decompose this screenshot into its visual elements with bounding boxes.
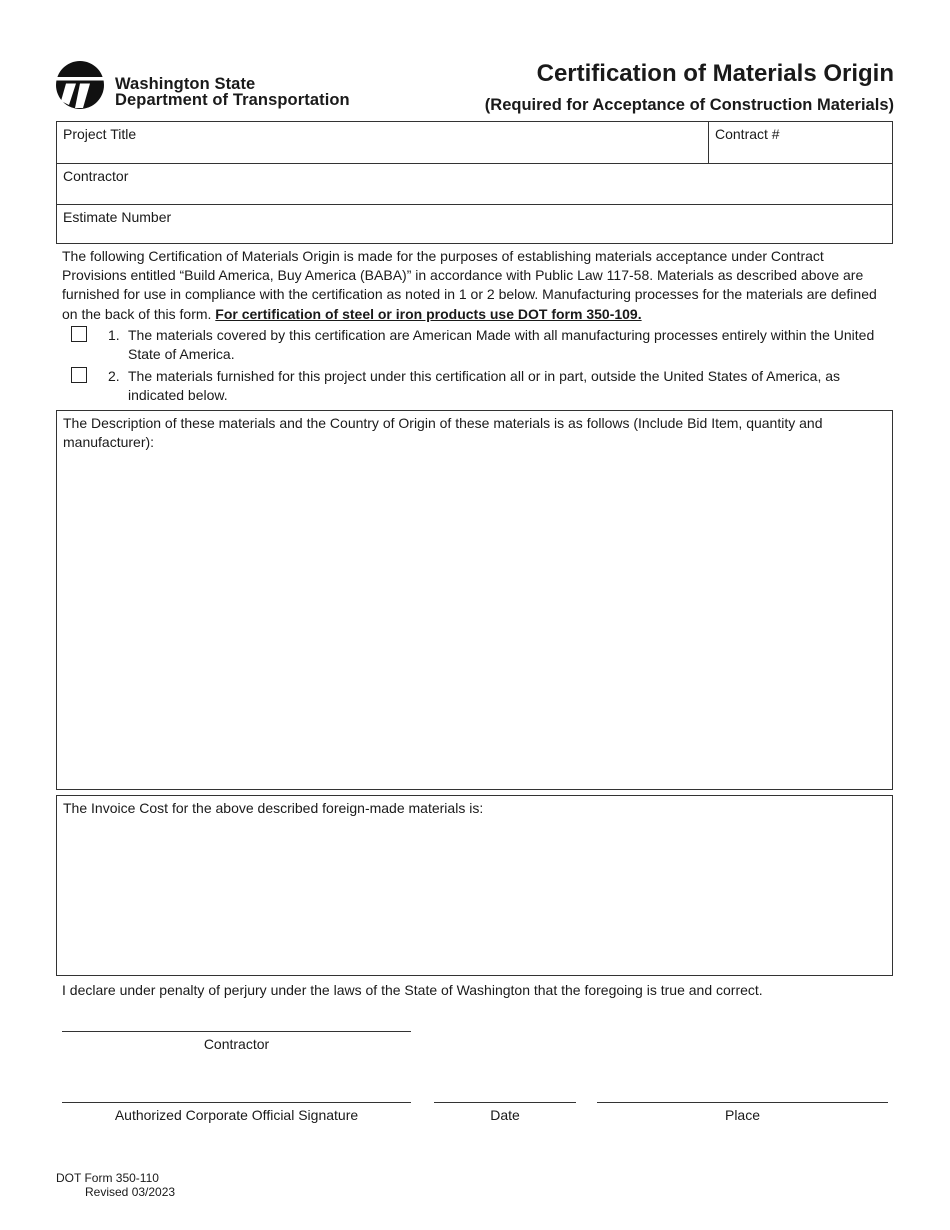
estimate-number-label: Estimate Number bbox=[63, 209, 172, 225]
steel-iron-note: For certification of steel or iron products use DOT form 350-109. bbox=[215, 305, 642, 322]
option-2-text: The materials furnished for this project under this certification all or in part, outside the United States of America, as indicated below. bbox=[128, 368, 841, 403]
agency-name-line1: Washington State bbox=[115, 75, 256, 93]
materials-description-label: The Description of these materials and the Country of Origin of these materials is as follows (Include Bid Item, quantity and manufacturer): bbox=[63, 415, 823, 450]
date-line[interactable] bbox=[434, 1102, 576, 1103]
invoice-cost-label: The Invoice Cost for the above described foreign-made materials is: bbox=[63, 800, 484, 816]
perjury-declaration: I declare under penalty of perjury under the laws of the State of Washington that the foregoing is true and correct. bbox=[62, 982, 763, 998]
contractor-label: Contractor bbox=[63, 168, 129, 184]
date-label: Date bbox=[490, 1107, 520, 1123]
estimate-row bbox=[57, 204, 892, 246]
project-title-label: Project Title bbox=[63, 126, 137, 142]
place-label: Place bbox=[724, 1107, 761, 1123]
option-1-number: 1. bbox=[108, 327, 120, 343]
column-divider bbox=[708, 122, 709, 163]
contractor-signature-line[interactable] bbox=[62, 1031, 411, 1032]
place-line[interactable] bbox=[597, 1102, 888, 1103]
option-1-checkbox[interactable] bbox=[71, 326, 87, 342]
agency-name bbox=[115, 76, 350, 108]
agency-name-line2: Department of Transportation bbox=[115, 91, 350, 109]
official-signature-line[interactable] bbox=[62, 1102, 411, 1103]
wsdot-logo-icon bbox=[56, 61, 104, 109]
official-signature-label: Authorized Corporate Official Signature bbox=[114, 1107, 359, 1123]
intro-paragraph bbox=[62, 247, 888, 324]
form-title: Certification of Materials Origin bbox=[536, 60, 894, 87]
option-2-number: 2. bbox=[108, 368, 120, 384]
contract-number-label: Contract # bbox=[715, 126, 780, 142]
option-1-text: The materials covered by this certification are American Made with all manufacturing processes entirely within the United State of America. bbox=[128, 327, 875, 362]
materials-description-field[interactable] bbox=[56, 410, 893, 790]
form-subtitle: (Required for Acceptance of Construction Materials) bbox=[484, 96, 894, 114]
intro-text: The following Certification of Materials Origin is made for the purposes of establishing materials acceptance under Contract Provisions entitled “Build America, Buy America (BABA)” in accordance with Public Law 117-58. Materials as described above are furnished for use in compliance with the certification as noted in 1 or 2 below. Manufacturing processes for the materials are defined on the back of this form. bbox=[62, 248, 877, 322]
form-number: DOT Form 350-110 bbox=[56, 1171, 159, 1185]
project-info-table bbox=[56, 121, 893, 244]
invoice-cost-field[interactable] bbox=[56, 795, 893, 976]
revision-date: Revised 03/2023 bbox=[85, 1185, 176, 1199]
project-row bbox=[57, 122, 892, 163]
contractor-signature-label: Contractor bbox=[203, 1036, 270, 1052]
contractor-row bbox=[57, 163, 892, 205]
option-2-checkbox[interactable] bbox=[71, 367, 87, 383]
